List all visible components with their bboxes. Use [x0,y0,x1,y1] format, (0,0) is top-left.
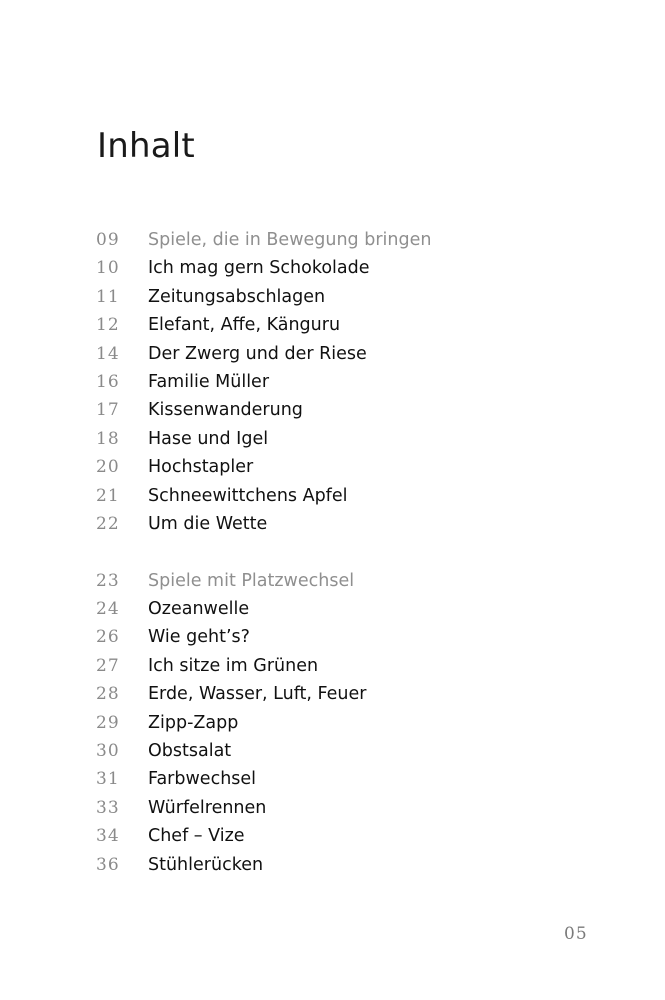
toc-page-number: 24 [96,599,120,620]
toc-entry[interactable] [96,283,616,311]
toc-page-number: 09 [96,230,120,250]
toc-entry[interactable] [96,425,616,453]
toc-page-number: 16 [96,371,120,392]
toc-entry[interactable] [96,623,616,651]
toc-section-2 [96,567,616,879]
toc-entry[interactable] [96,765,616,793]
toc-entry-title: Zeitungsabschlagen [148,286,326,307]
toc-entry-title: Um die Wette [148,513,268,534]
toc-page-number: 21 [96,485,120,506]
toc-entry-title: Kissenwanderung [148,400,303,421]
toc-entry[interactable] [96,652,616,680]
toc-entry-title: Würfelrennen [148,797,267,818]
toc-entry[interactable] [96,453,616,481]
toc-page-number: 28 [96,684,120,705]
toc-section-heading[interactable] [96,567,616,595]
toc-entry[interactable] [96,340,616,368]
toc-entry-title: Chef – Vize [148,826,245,847]
page-number: 05 [564,924,588,944]
toc-entry-title: Schneewittchens Apfel [148,485,348,506]
toc-entry-title: Elefant, Affe, Känguru [148,315,341,336]
table-of-contents [96,226,616,879]
toc-section-1 [96,226,616,538]
toc-page-number: 17 [96,400,120,421]
toc-entry[interactable] [96,254,616,282]
toc-page-number: 18 [96,428,120,449]
toc-page-number: 12 [96,315,120,336]
toc-entry-title: Zipp-Zapp [148,712,239,733]
page-title: Inhalt [97,126,195,166]
toc-page-number: 34 [96,826,120,847]
toc-entry[interactable] [96,709,616,737]
toc-page-number: 31 [96,769,120,790]
toc-page-number: 20 [96,457,120,478]
toc-page-number: 33 [96,797,120,818]
toc-section-title: Spiele, die in Bewegung bringen [148,230,432,250]
toc-entry-title: Erde, Wasser, Luft, Feuer [148,684,367,705]
toc-page-number: 30 [96,741,120,762]
toc-entry[interactable] [96,595,616,623]
toc-page-number: 22 [96,513,120,534]
toc-entry[interactable] [96,851,616,879]
toc-entry-title: Familie Müller [148,371,270,392]
toc-page-number: 27 [96,655,120,676]
toc-entry-title: Hochstapler [148,457,254,478]
toc-entry-title: Hase und Igel [148,428,269,449]
toc-page-number: 26 [96,627,120,648]
toc-page-number: 10 [96,258,120,279]
toc-page-number: 29 [96,712,120,733]
toc-page-number: 11 [96,286,120,307]
toc-entry[interactable] [96,510,616,538]
toc-entry[interactable] [96,311,616,339]
toc-entry-title: Wie geht’s? [148,627,250,648]
toc-entry-title: Obstsalat [148,741,232,762]
toc-entry-title: Ich sitze im Grünen [148,655,319,676]
toc-entry[interactable] [96,482,616,510]
toc-entry[interactable] [96,794,616,822]
toc-entry-title: Ich mag gern Schokolade [148,258,370,279]
toc-entry[interactable] [96,822,616,850]
toc-entry-title: Ozeanwelle [148,599,250,620]
toc-entry-title: Der Zwerg und der Riese [148,343,367,364]
toc-page-number: 36 [96,854,120,875]
toc-entry[interactable] [96,396,616,424]
toc-page-number: 23 [96,570,120,591]
toc-section-heading[interactable] [96,226,616,254]
toc-entry[interactable] [96,680,616,708]
toc-section-title: Spiele mit Platzwechsel [148,570,355,591]
toc-page-number: 14 [96,343,120,364]
toc-entry-title: Farbwechsel [148,769,257,790]
toc-entry[interactable] [96,368,616,396]
toc-entry-title: Stühlerücken [148,854,264,875]
toc-entry[interactable] [96,737,616,765]
